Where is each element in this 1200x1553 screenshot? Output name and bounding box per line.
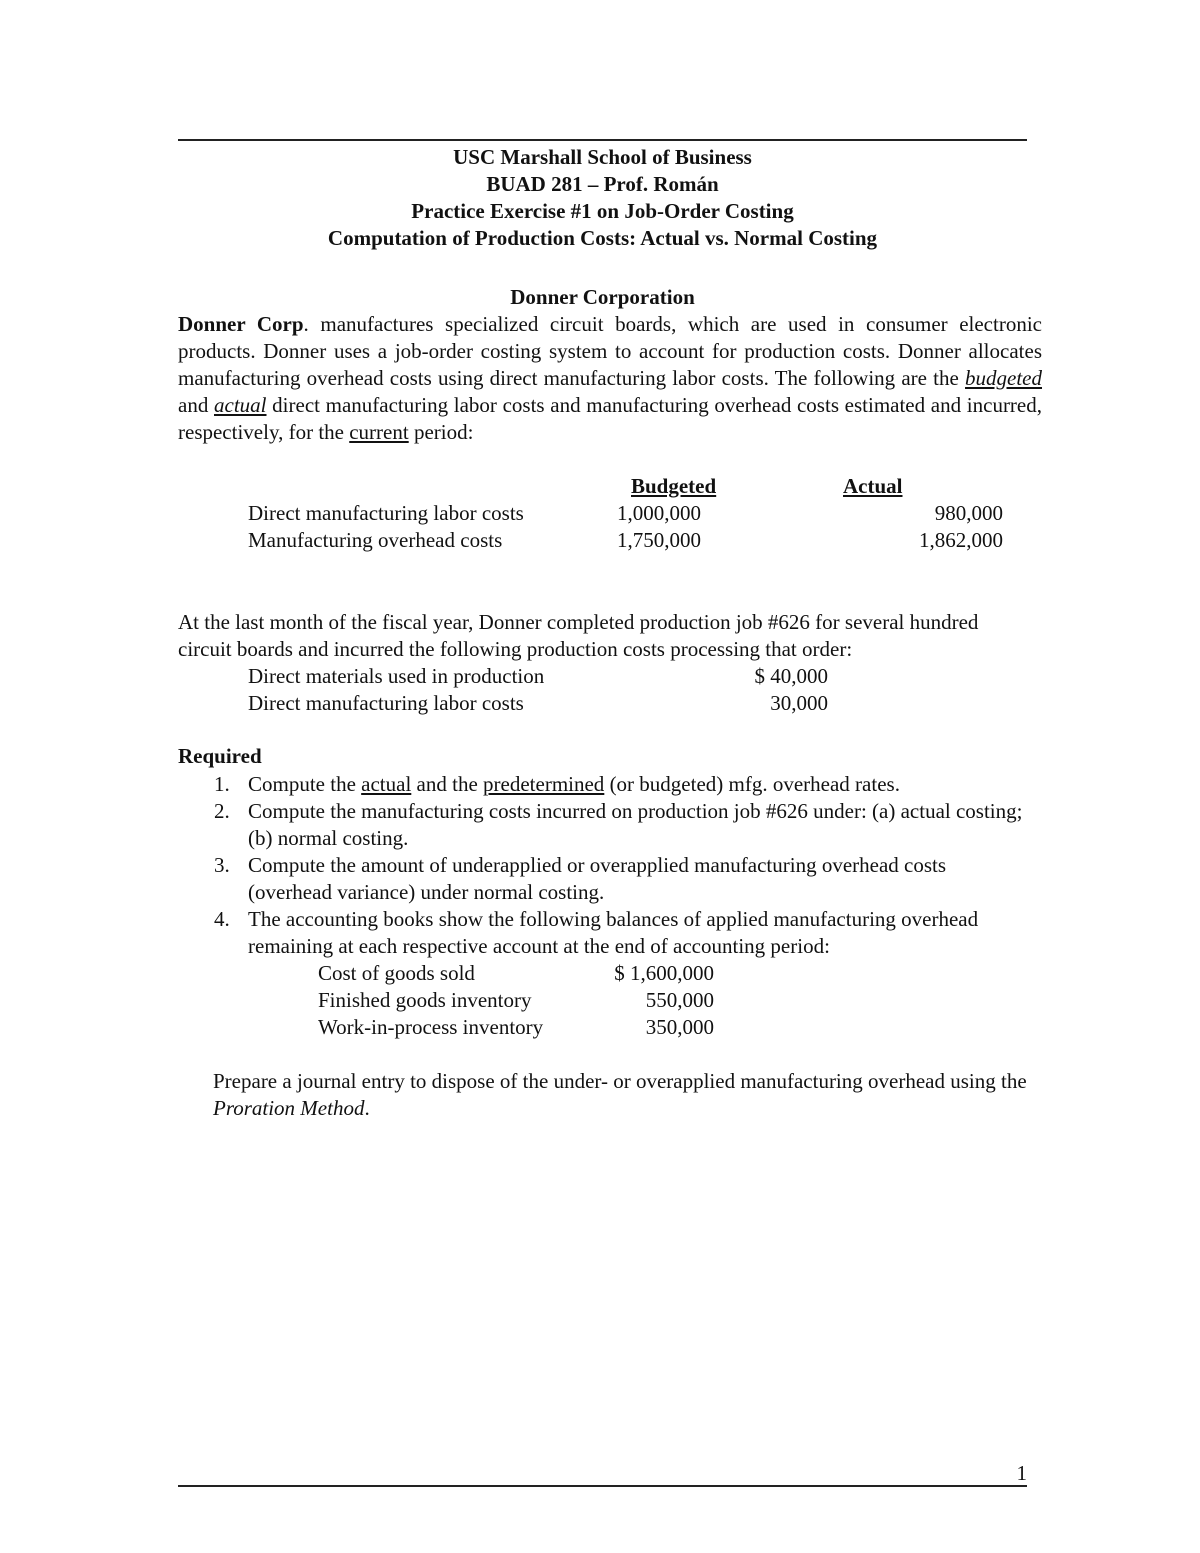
table-row bbox=[248, 527, 1003, 554]
account-label: Work-in-process inventory bbox=[318, 1015, 544, 1039]
intro-text-2: and bbox=[178, 393, 214, 417]
company-name-bold: Donner Corp bbox=[178, 312, 304, 336]
item-value: 30,000 bbox=[770, 691, 828, 715]
required-list bbox=[178, 771, 1027, 960]
top-rule bbox=[178, 139, 1027, 141]
item-text: The accounting books show the following balances of applied manufacturing overhead remaining at each respective account at the end of accounting period: bbox=[248, 907, 979, 958]
intro-text-3: direct manufacturing labor costs and manufacturing overhead costs estimated and incurred, respectively, for the bbox=[178, 393, 1043, 444]
item-label: Direct materials used in production bbox=[248, 664, 545, 688]
actual-value: 980,000 bbox=[934, 501, 1003, 525]
item-number: 4. bbox=[214, 907, 230, 931]
job-cost-list bbox=[248, 663, 948, 717]
item-number: 1. bbox=[214, 772, 230, 796]
list-item bbox=[318, 960, 818, 987]
school-name: USC Marshall School of Business bbox=[453, 145, 752, 169]
prepare-end: . bbox=[364, 1096, 370, 1120]
job-paragraph: At the last month of the fiscal year, Donner completed production job #626 for several hundred circuit boards and incurred the following production costs processing that order: bbox=[178, 610, 979, 661]
required-heading: Required bbox=[178, 744, 262, 768]
list-item bbox=[178, 798, 1027, 852]
account-value: 350,000 bbox=[645, 1015, 714, 1039]
intro-paragraph bbox=[178, 311, 1042, 446]
list-item bbox=[248, 690, 948, 717]
req1-text-a: Compute the bbox=[248, 772, 362, 796]
list-item bbox=[178, 906, 1027, 960]
list-item bbox=[318, 987, 818, 1014]
account-value: 550,000 bbox=[645, 988, 714, 1012]
exercise-subtitle: Computation of Production Costs: Actual vs. Normal Costing bbox=[327, 226, 878, 250]
proration-method: Proration Method bbox=[213, 1096, 365, 1120]
col-header-budgeted: Budgeted bbox=[631, 474, 717, 498]
document-header bbox=[178, 144, 1027, 252]
intro-text-1: . manufactures specialized circuit boards, which are used in consumer electronic products. Donner uses a job-order costing system to account for production costs. Donner allocates manufacturing overhead costs using direct manufacturing labor costs. The following are the bbox=[178, 312, 1042, 390]
item-number: 2. bbox=[214, 799, 230, 823]
actual-value: 1,862,000 bbox=[919, 528, 1003, 552]
word-predetermined: predetermined bbox=[483, 772, 605, 796]
list-item bbox=[248, 663, 948, 690]
list-item bbox=[318, 1014, 818, 1041]
prepare-text: Prepare a journal entry to dispose of the under- or overapplied manufacturing overhead using the bbox=[213, 1069, 1027, 1093]
budgeted-value: 1,000,000 bbox=[617, 501, 701, 525]
exercise-title: Practice Exercise #1 on Job-Order Costing bbox=[411, 199, 794, 223]
list-item bbox=[178, 771, 1027, 798]
table-row bbox=[248, 500, 1003, 527]
req1-text-c: (or budgeted) mfg. overhead rates. bbox=[604, 772, 900, 796]
item-value: $ 40,000 bbox=[754, 664, 828, 688]
budgeted-value: 1,750,000 bbox=[617, 528, 701, 552]
list-item bbox=[178, 852, 1027, 906]
col-header-actual: Actual bbox=[843, 474, 903, 498]
account-label: Finished goods inventory bbox=[318, 988, 532, 1012]
req1-text-b: and the bbox=[411, 772, 484, 796]
item-label: Direct manufacturing labor costs bbox=[248, 691, 524, 715]
word-budgeted: budgeted bbox=[965, 366, 1042, 390]
account-balances bbox=[318, 960, 818, 1041]
word-current: current bbox=[349, 420, 409, 444]
row-label: Manufacturing overhead costs bbox=[248, 528, 503, 552]
company-title: Donner Corporation bbox=[510, 285, 695, 309]
item-number: 3. bbox=[214, 853, 230, 877]
word-actual-underlined: actual bbox=[361, 772, 412, 796]
account-value: $ 1,600,000 bbox=[614, 961, 714, 985]
row-label: Direct manufacturing labor costs bbox=[248, 501, 524, 525]
word-actual: actual bbox=[214, 393, 267, 417]
page-number: 1 bbox=[1016, 1461, 1027, 1485]
course-line: BUAD 281 – Prof. Román bbox=[486, 172, 719, 196]
intro-text-4: period: bbox=[408, 420, 474, 444]
item-text: Compute the amount of underapplied or overapplied manufacturing overhead costs (overhead variance) under normal costing. bbox=[248, 853, 947, 904]
item-text: Compute the manufacturing costs incurred on production job #626 under: (a) actual costing; (b) normal costing. bbox=[248, 799, 1023, 850]
account-label: Cost of goods sold bbox=[318, 961, 475, 985]
prepare-paragraph bbox=[213, 1068, 1043, 1122]
bottom-rule bbox=[178, 1485, 1027, 1487]
